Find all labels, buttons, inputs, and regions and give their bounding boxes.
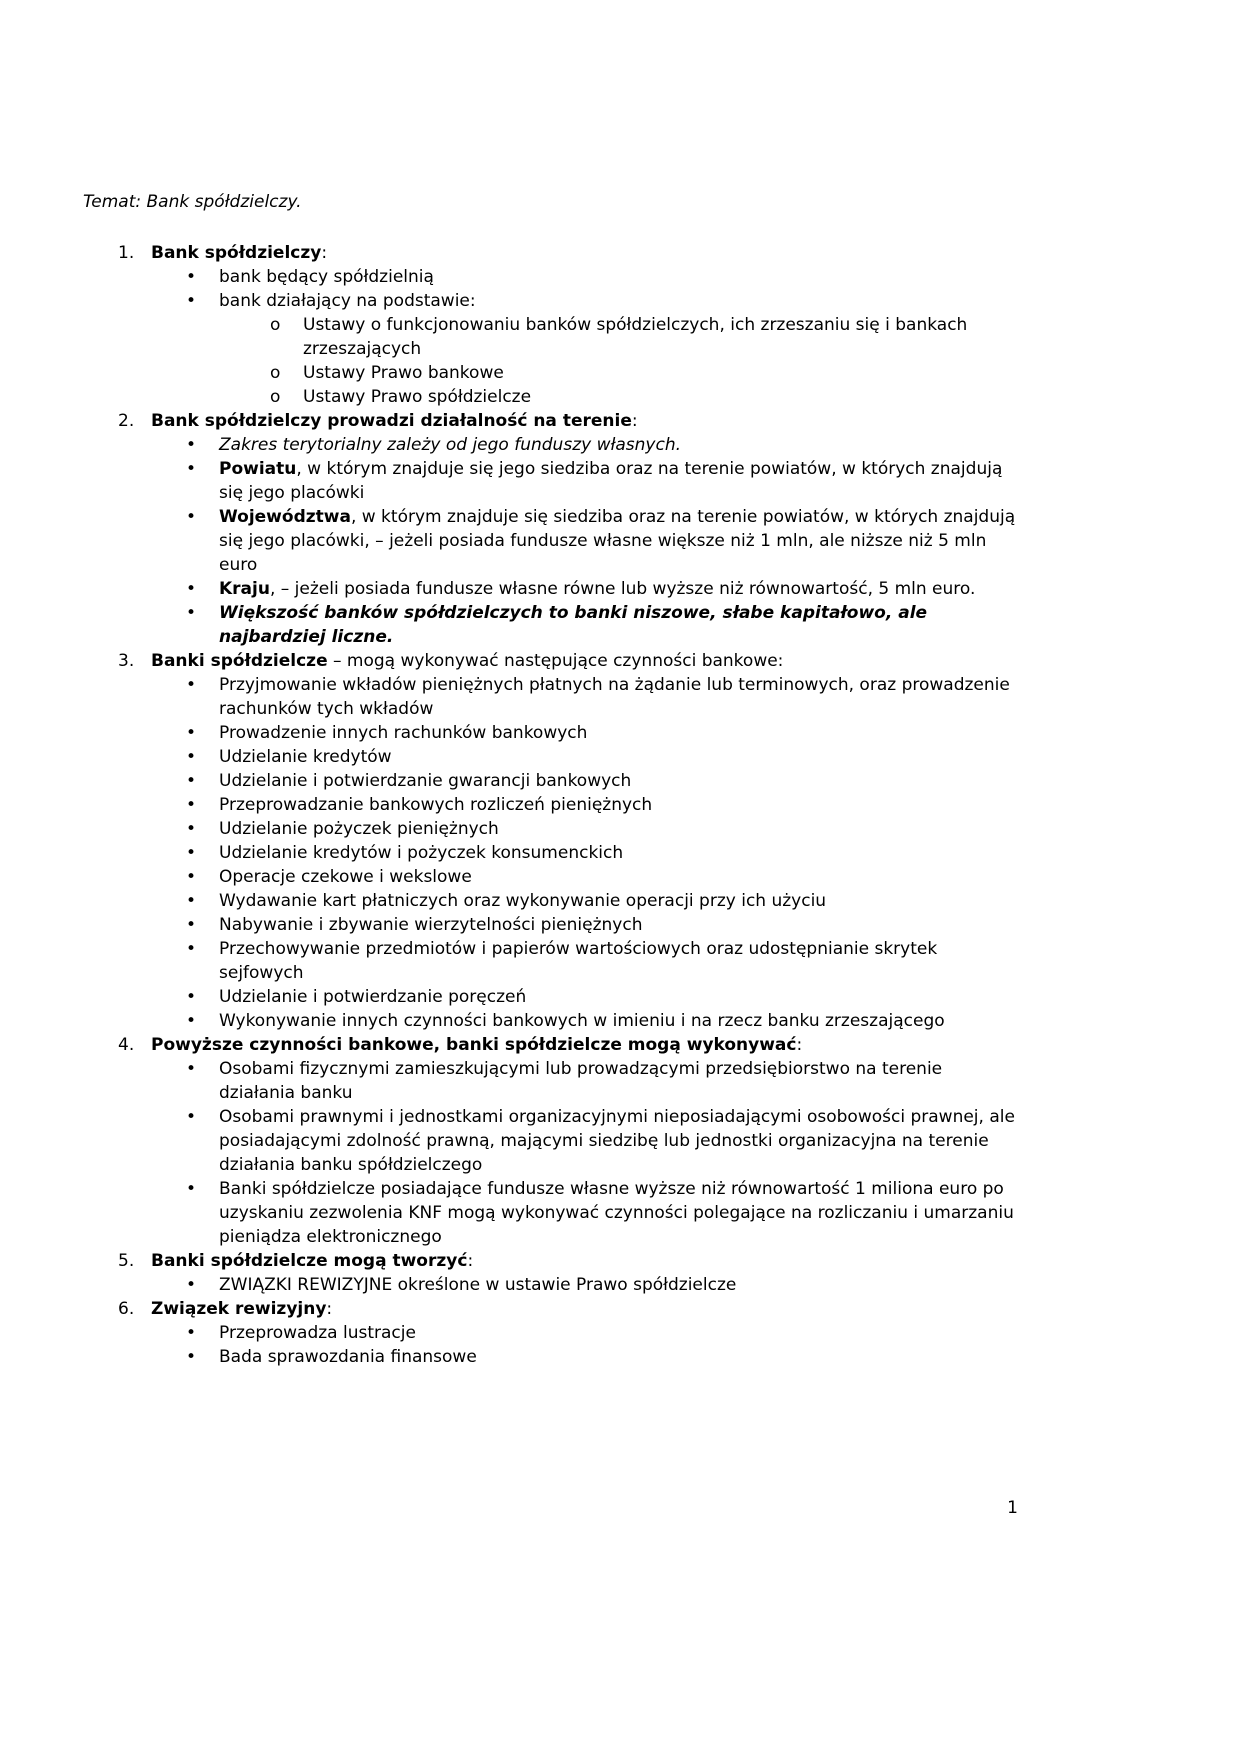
list-item <box>83 817 1018 841</box>
section-heading-row <box>83 241 1018 265</box>
section-heading-row <box>83 1033 1018 1057</box>
list-item <box>83 1177 1018 1249</box>
list-item <box>83 937 1018 985</box>
item-text: Przechowywanie przedmiotów i papierów wartościowych oraz udostępnianie skrytek sejfowych <box>219 939 938 983</box>
item-text: Kraju, – jeżeli posiada fundusze własne równe lub wyższe niż równowartość, 5 mln euro. <box>219 579 976 599</box>
item-text: Udzielanie i potwierdzanie poręczeń <box>219 987 527 1007</box>
section-number: 2. <box>118 411 135 431</box>
list-item <box>83 841 1018 865</box>
list-item <box>83 265 1018 289</box>
item-text: Nabywanie i zbywanie wierzytelności pieniężnych <box>219 915 643 935</box>
list-item <box>83 985 1018 1009</box>
list-item <box>83 457 1018 505</box>
item-text: Województwa, w którym znajduje się siedziba oraz na terenie powiatów, w których znajdują się jego placówki, – jeżeli posiada fundusze własne większe niż 1 mln, ale niższe niż 5 mln euro <box>219 507 1016 575</box>
list-item <box>83 889 1018 913</box>
bullet-icon: • <box>186 987 197 1007</box>
item-text: bank będący spółdzielnią <box>219 267 434 287</box>
item-text: Ustawy o funkcjonowaniu banków spółdzielczych, ich zrzeszaniu się i bankach zrzeszających <box>303 315 968 359</box>
sub-bullet-icon: o <box>270 315 281 335</box>
item-text: Wykonywanie innych czynności bankowych w imieniu i na rzecz banku zrzeszającego <box>219 1011 945 1031</box>
bullet-icon: • <box>186 795 197 815</box>
list-item <box>83 721 1018 745</box>
item-text: Udzielanie pożyczek pieniężnych <box>219 819 499 839</box>
section-heading-row <box>83 409 1018 433</box>
list-item <box>83 577 1018 601</box>
item-text: Przeprowadza lustracje <box>219 1323 416 1343</box>
list-item <box>83 913 1018 937</box>
list-item <box>83 865 1018 889</box>
section-number: 4. <box>118 1035 135 1055</box>
section-number: 1. <box>118 243 135 263</box>
list-item <box>83 1273 1018 1297</box>
bullet-icon: • <box>186 1347 197 1367</box>
list-item <box>83 433 1018 457</box>
bullet-icon: • <box>186 819 197 839</box>
section-5 <box>83 1249 1018 1297</box>
item-text: Ustawy Prawo spółdzielcze <box>303 387 532 407</box>
page-number: 1 <box>1007 1498 1018 1518</box>
item-text: Osobami fizycznymi zamieszkującymi lub prowadzącymi przedsiębiorstwo na terenie działania banku <box>219 1059 943 1103</box>
section-heading-row <box>83 1297 1018 1321</box>
item-text: Operacje czekowe i wekslowe <box>219 867 472 887</box>
bullet-icon: • <box>186 579 197 599</box>
section-2 <box>83 409 1018 649</box>
bullet-icon: • <box>186 1323 197 1343</box>
section-heading: Bank spółdzielczy prowadzi działalność na terenie: <box>151 411 638 431</box>
bullet-icon: • <box>186 1011 197 1031</box>
list-item <box>83 1345 1018 1369</box>
section-heading: Bank spółdzielczy: <box>151 243 328 263</box>
item-text: Bada sprawozdania finansowe <box>219 1347 477 1367</box>
item-text: Przyjmowanie wkładów pieniężnych płatnych na żądanie lub terminowych, oraz prowadzenie rachunków tych wkładów <box>219 675 1010 719</box>
bullet-icon: • <box>186 747 197 767</box>
section-1 <box>83 241 1018 409</box>
item-text: Przeprowadzanie bankowych rozliczeń pieniężnych <box>219 795 653 815</box>
item-text: Prowadzenie innych rachunków bankowych <box>219 723 588 743</box>
sub-bullet-icon: o <box>270 363 281 383</box>
bullet-icon: • <box>186 771 197 791</box>
item-text: Udzielanie kredytów <box>219 747 392 767</box>
item-text: ZWIĄZKI REWIZYJNE określone w ustawie Prawo spółdzielcze <box>219 1275 737 1295</box>
list-item <box>83 313 1018 361</box>
section-heading: Związek rewizyjny: <box>151 1299 333 1319</box>
list-item <box>83 1105 1018 1177</box>
sections-list <box>83 241 1018 1369</box>
item-text: Udzielanie kredytów i pożyczek konsumenckich <box>219 843 624 863</box>
bullet-icon: • <box>186 603 197 623</box>
bullet-icon: • <box>186 291 197 311</box>
document-content <box>83 190 1018 1369</box>
list-item <box>83 793 1018 817</box>
bullet-icon: • <box>186 915 197 935</box>
bullet-icon: • <box>186 1107 197 1127</box>
bullet-icon: • <box>186 1179 197 1199</box>
list-item <box>83 601 1018 649</box>
item-text: Udzielanie i potwierdzanie gwarancji bankowych <box>219 771 632 791</box>
section-heading: Powyższe czynności bankowe, banki spółdzielcze mogą wykonywać: <box>151 1035 803 1055</box>
bullet-icon: • <box>186 939 197 959</box>
bullet-icon: • <box>186 459 197 479</box>
list-item <box>83 769 1018 793</box>
item-text: Wydawanie kart płatniczych oraz wykonywanie operacji przy ich użyciu <box>219 891 827 911</box>
list-item <box>83 745 1018 769</box>
bullet-icon: • <box>186 891 197 911</box>
bullet-icon: • <box>186 507 197 527</box>
item-text: bank działający na podstawie: <box>219 291 476 311</box>
bullet-icon: • <box>186 1275 197 1295</box>
item-text: Ustawy Prawo bankowe <box>303 363 504 383</box>
item-text: Większość banków spółdzielczych to banki niszowe, słabe kapitałowo, ale najbardziej liczne. <box>219 603 928 647</box>
section-heading-row <box>83 1249 1018 1273</box>
item-text: Powiatu, w którym znajduje się jego siedziba oraz na terenie powiatów, w których znajdują się jego placówki <box>219 459 1003 503</box>
section-heading: Banki spółdzielcze mogą tworzyć: <box>151 1251 474 1271</box>
list-item <box>83 505 1018 577</box>
list-item <box>83 385 1018 409</box>
list-item <box>83 361 1018 385</box>
bullet-icon: • <box>186 723 197 743</box>
doc-title: Temat: Bank spółdzielczy. <box>83 192 302 212</box>
section-number: 5. <box>118 1251 135 1271</box>
item-text: Zakres terytorialny zależy od jego funduszy własnych. <box>219 435 681 455</box>
section-4 <box>83 1033 1018 1249</box>
item-text: Osobami prawnymi i jednostkami organizacyjnymi nieposiadającymi osobowości prawnej, ale posiadającymi zdolność prawną, mającymi siedzibę lub jednostki organizacyjna na terenie działania banku spółdzielczego <box>219 1107 1015 1175</box>
section-6 <box>83 1297 1018 1369</box>
bullet-icon: • <box>186 267 197 287</box>
bullet-icon: • <box>186 867 197 887</box>
list-item <box>83 673 1018 721</box>
list-item <box>83 289 1018 313</box>
section-number: 3. <box>118 651 135 671</box>
bullet-icon: • <box>186 435 197 455</box>
bullet-icon: • <box>186 1059 197 1079</box>
list-item <box>83 1057 1018 1105</box>
bullet-icon: • <box>186 675 197 695</box>
section-heading: Banki spółdzielcze – mogą wykonywać następujące czynności bankowe: <box>151 651 784 671</box>
list-item <box>83 1321 1018 1345</box>
section-number: 6. <box>118 1299 135 1319</box>
sub-bullet-icon: o <box>270 387 281 407</box>
section-heading-row <box>83 649 1018 673</box>
bullet-icon: • <box>186 843 197 863</box>
item-text: Banki spółdzielcze posiadające fundusze własne wyższe niż równowartość 1 miliona euro po uzyskaniu zezwolenia KNF mogą wykonywać czynności polegające na rozliczaniu i umarzaniu pieniądza elektronicznego <box>219 1179 1014 1247</box>
list-item <box>83 1009 1018 1033</box>
section-3 <box>83 649 1018 1033</box>
